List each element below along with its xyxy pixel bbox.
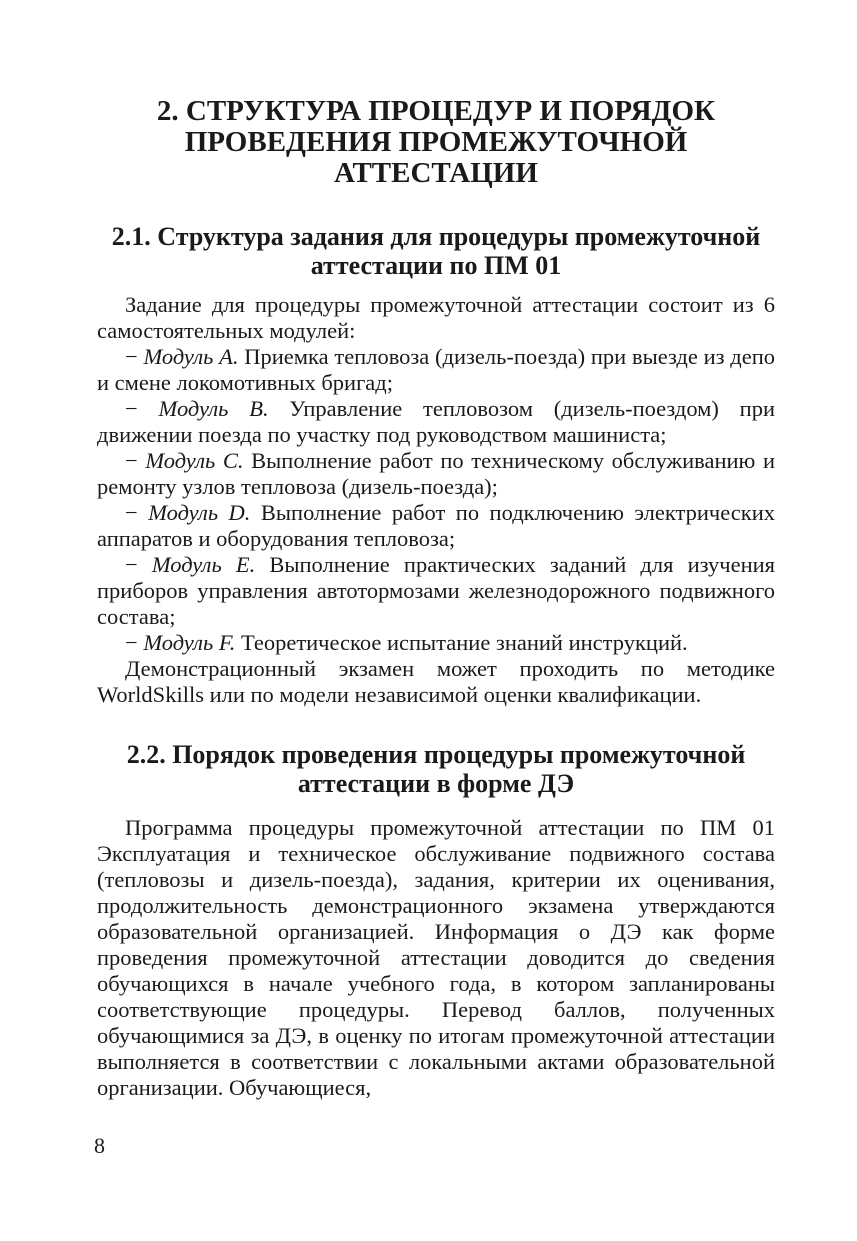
- module-text: Управление тепловозом (дизель-поездом) при движении поезда по участку под руководством машиниста;: [97, 396, 776, 447]
- module-dash: −: [125, 448, 138, 473]
- section-2-1-title: [97, 222, 775, 280]
- module-item: [97, 500, 775, 552]
- module-item: [97, 552, 775, 630]
- section-2-2-title: [97, 740, 775, 798]
- module-text: Теоретическое испытание знаний инструкций.: [240, 630, 688, 655]
- module-text: Приемка тепловоза (дизель-поезда) при выезде из депо и смене локомотивных бригад;: [97, 344, 776, 395]
- module-dash: −: [125, 630, 138, 655]
- section-2-2-paragraph: Программа процедуры промежуточной аттестации по ПМ 01 Эксплуатация и техническое обслуживание подвижного состава (тепловозы и дизель-поезда), задания, критерии их оценивания, продолжительность демонстрационного экзамена утверждаются образовательной организацией. Информация о ДЭ как форме проведения промежуточной аттестации доводится до сведения обучающихся в начале учебного года, в котором запланированы соответствующие процедуры. Перевод баллов, полученных обучающимися за ДЭ, в оценку по итогам промежуточной аттестации выполняется в соответствии с локальными актами образовательной организации. Обучающиеся,: [97, 815, 775, 1100]
- section-2-2-title-line-2: аттестации в форме ДЭ: [297, 769, 575, 798]
- module-text: Выполнение практических заданий для изучения приборов управления автотормозами железнодорожного подвижного состава;: [97, 552, 776, 629]
- module-name: Модуль F.: [143, 630, 236, 655]
- module-item: [97, 630, 775, 656]
- module-name: Модуль D.: [148, 500, 251, 525]
- section-2-2-body: [97, 815, 775, 1101]
- module-item: [97, 344, 775, 396]
- section-2-1-body: [97, 292, 775, 708]
- chapter-title-line-1: 2. СТРУКТУРА ПРОЦЕДУР И ПОРЯДОК: [156, 95, 716, 127]
- module-dash: −: [125, 344, 138, 369]
- chapter-title: [97, 96, 775, 189]
- section-2-1-intro: Задание для процедуры промежуточной аттестации состоит из 6 самостоятельных модулей:: [97, 292, 775, 343]
- chapter-title-line-3: АТТЕСТАЦИИ: [334, 157, 538, 189]
- module-name: Модуль А.: [143, 344, 239, 369]
- module-name: Модуль С.: [145, 448, 244, 473]
- section-2-1-title-line-1: 2.1. Структура задания для процедуры промежуточной: [111, 222, 761, 251]
- module-item: [97, 396, 775, 448]
- module-dash: −: [125, 396, 138, 421]
- section-2-1-title-line-2: аттестации по ПМ 01: [310, 251, 562, 280]
- module-dash: −: [125, 552, 138, 577]
- module-text: Выполнение работ по техническому обслуживанию и ремонту узлов тепловоза (дизель-поезда);: [97, 448, 776, 499]
- module-name: Модуль В.: [158, 396, 269, 421]
- chapter-title-line-2: ПРОВЕДЕНИЯ ПРОМЕЖУТОЧНОЙ: [184, 126, 688, 158]
- section-2-1-outro: Демонстрационный экзамен может проходить по методике WorldSkills или по модели независимой оценки квалификации.: [97, 656, 775, 707]
- module-text: Выполнение работ по подключению электрических аппаратов и оборудования тепловоза;: [97, 500, 776, 551]
- module-item: [97, 448, 775, 500]
- module-name: Модуль Е.: [151, 552, 256, 577]
- page-number: 8: [94, 1133, 105, 1158]
- module-dash: −: [125, 500, 138, 525]
- section-2-2-title-line-1: 2.2. Порядок проведения процедуры промежуточной: [126, 740, 746, 769]
